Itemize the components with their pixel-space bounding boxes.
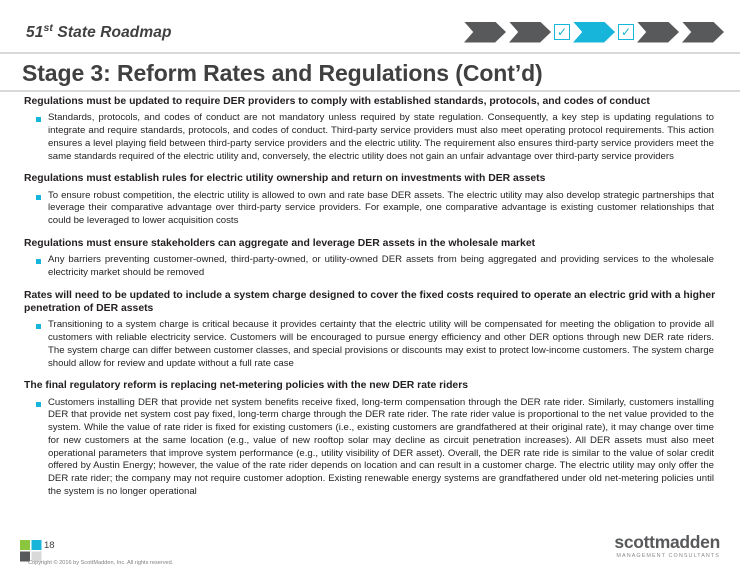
list-item [24, 319, 718, 370]
scottmadden-mark-icon [20, 540, 42, 562]
bullet-text: Transitioning to a system charge is critical because it provides certainty that the electric utility will be compensated for meeting the obligation to provide all customers with reliable electricity service. Customers will be encouraged to pursue energy efficiency and other DER options through new DER rate riders. The system charge can differ between customer classes, and special provisions or discounts may exist to protect low-income customers. The system charge should allow for review and update without a full rate case [48, 319, 714, 369]
chevron-step-1-icon [464, 22, 506, 43]
slide-header [0, 0, 740, 52]
company-logo [614, 531, 720, 560]
square-bullet-icon [36, 402, 41, 407]
chevron-step-5-icon [682, 22, 724, 43]
section-utility-ownership [24, 172, 718, 228]
chevron-step-2-icon [509, 22, 551, 43]
bullet-text: Standards, protocols, and codes of conduct are not mandatory unless required by state regulation. Consequently, a key step is updating regulations to integrate and require standards, protocols, and codes of conduct. Third-party service providers must also meet operating protocol requirements. This action ensures a level playing field between third-party service providers and the electric utility. The requirement also ensures third-party service providers meet the same standards required of the electric utility and, conversely, the electric utility does not gain an unfair advantage over third-party service providers [48, 112, 714, 162]
list-item [24, 112, 718, 163]
page-number: 18 [44, 540, 55, 551]
section-net-metering [24, 379, 718, 498]
square-bullet-icon [36, 259, 41, 264]
square-bullet-icon [36, 324, 41, 329]
list-item [24, 397, 718, 499]
square-bullet-icon [36, 195, 41, 200]
section-heading: Regulations must be updated to require DER providers to comply with established standards, protocols, and codes of conduct [24, 96, 650, 107]
section-heading: Regulations must establish rules for electric utility ownership and return on investments with DER assets [24, 173, 546, 185]
bullet-text: Any barriers preventing customer-owned, third-party-owned, or utility-owned DER assets from being aggregated and providing services to the wholesale electricity market should be removed [48, 254, 714, 278]
section-wholesale-aggregation [24, 237, 718, 280]
section-heading: The final regulatory reform is replacing net-metering policies with the new DER rate riders [24, 380, 469, 392]
title-band [0, 52, 740, 92]
chevron-step-4-icon [637, 22, 679, 43]
bullet-text: To ensure robust competition, the electric utility is allowed to own and rate base DER assets. The electric utility may also develop strategic partnerships that leverage their comparative advantage over third-party service providers. For example, one comparative advantage is existing customer relationships that could be leveraged to lower acquisition costs [48, 189, 714, 227]
section-system-charge [24, 289, 718, 371]
company-tagline: MANAGEMENT CONSULTANTS [616, 553, 720, 559]
company-name: scottmadden [614, 531, 720, 552]
section-standards-protocols [24, 95, 718, 163]
deck-title-superscript: st [43, 22, 53, 34]
section-heading: Rates will need to be updated to include a system charge designed to cover the fixed costs required to operate an electric grid with a higher penetration of DER assets [24, 289, 716, 314]
stage-progress-indicator [464, 21, 724, 43]
section-heading: Regulations must ensure stakeholders can aggregate and leverage DER assets in the wholesale market [24, 237, 536, 249]
check-icon-1: ✓ [554, 24, 570, 40]
deck-title-suffix: State Roadmap [53, 24, 172, 42]
deck-title [26, 22, 172, 42]
deck-title-prefix: 51 [26, 24, 44, 42]
copyright-notice: Copyright © 2016 by ScottMadden, Inc. All rights reserved. [28, 560, 174, 566]
list-item [24, 254, 718, 280]
slide-body [0, 95, 740, 501]
page-title: Stage 3: Reform Rates and Regulations (Cont’d) [22, 60, 543, 86]
bullet-text: Customers installing DER that provide net system benefits receive fixed, long-term compensation through the DER rate rider. Similarly, customers installing DER that provide net system cost pay fixed, long-term charge through the DER rate rider. The rate rider value is proportional to the net value provided to the system. While the value of rate rider is fixed for existing customers (i.e., existing customers are grandfathered at their original rate), it may change over time for new customers at the same location (e.g., value of new rooftop solar may decline as circuit penetration increases). All DER assets must also meet operational parameters that improve system performance (e.g., utility visibility of DER asset). Overall, the DER rate ride is similar to the value of solar credit offered by Austin Energy; however, the value of the rate rider depends on location and can result in a customer charge. The electric utility may only offer the DER rate rider; the company may not require customer adoption. Existing renewable energy systems are grandfathered under old net-metering policies until the system is no longer operational [48, 396, 714, 497]
chevron-step-current-icon [573, 22, 615, 43]
square-bullet-icon [36, 117, 41, 122]
list-item [24, 190, 718, 228]
check-icon-2: ✓ [618, 24, 634, 40]
